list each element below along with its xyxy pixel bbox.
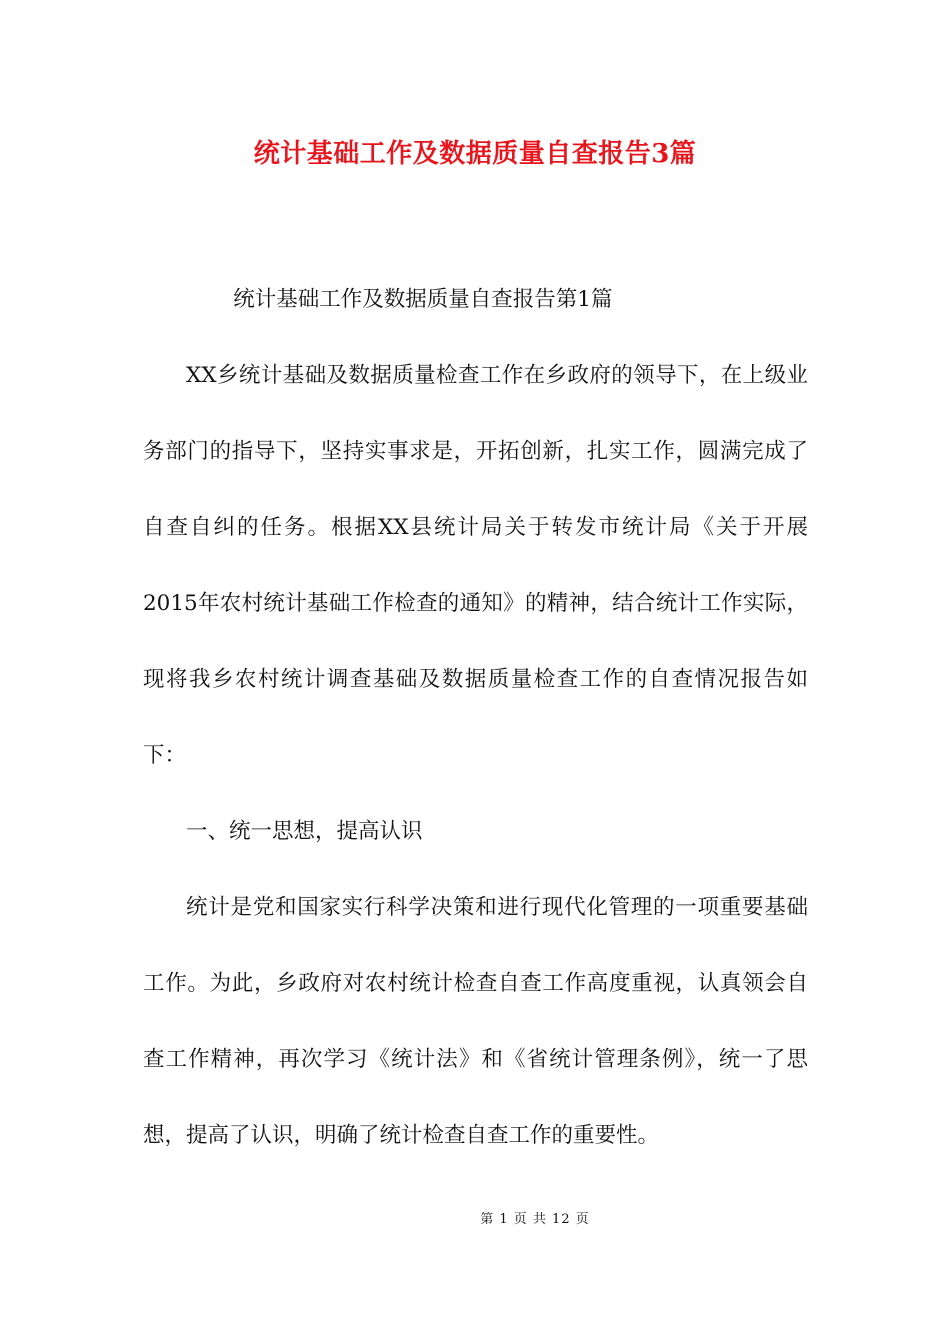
paragraph-body: 统计是党和国家实行科学决策和进行现代化管理的一项重要基础工作。为此，乡政府对农村统计检查自查工作高度重视，认真领会自查工作精神，再次学习《统计法》和《省统计管理条例》，统一了思想，提高了认识，明确了统计检查自查工作的重要性。 — [143, 895, 808, 1148]
section-subtitle: 统计基础工作及数据质量自查报告第1篇 — [233, 287, 613, 312]
page-footer: 第 1 页 共 12 页 — [480, 1212, 590, 1227]
document-title: 统计基础工作及数据质量自查报告3篇 — [253, 139, 697, 169]
document-body — [143, 262, 808, 1174]
section-heading: 一、统一思想，提高认识 — [186, 819, 423, 844]
paragraph-intro: XX乡统计基础及数据质量检查工作在乡政府的领导下，在上级业务部门的指导下，坚持实事求是，开拓创新，扎实工作，圆满完成了自查自纠的任务。根据XX县统计局关于转发市统计局《关于开展2015年农村统计基础工作检查的通知》的精神，结合统计工作实际，现将我乡农村统计调查基础及数据质量检查工作的自查情况报告如下： — [143, 363, 808, 768]
